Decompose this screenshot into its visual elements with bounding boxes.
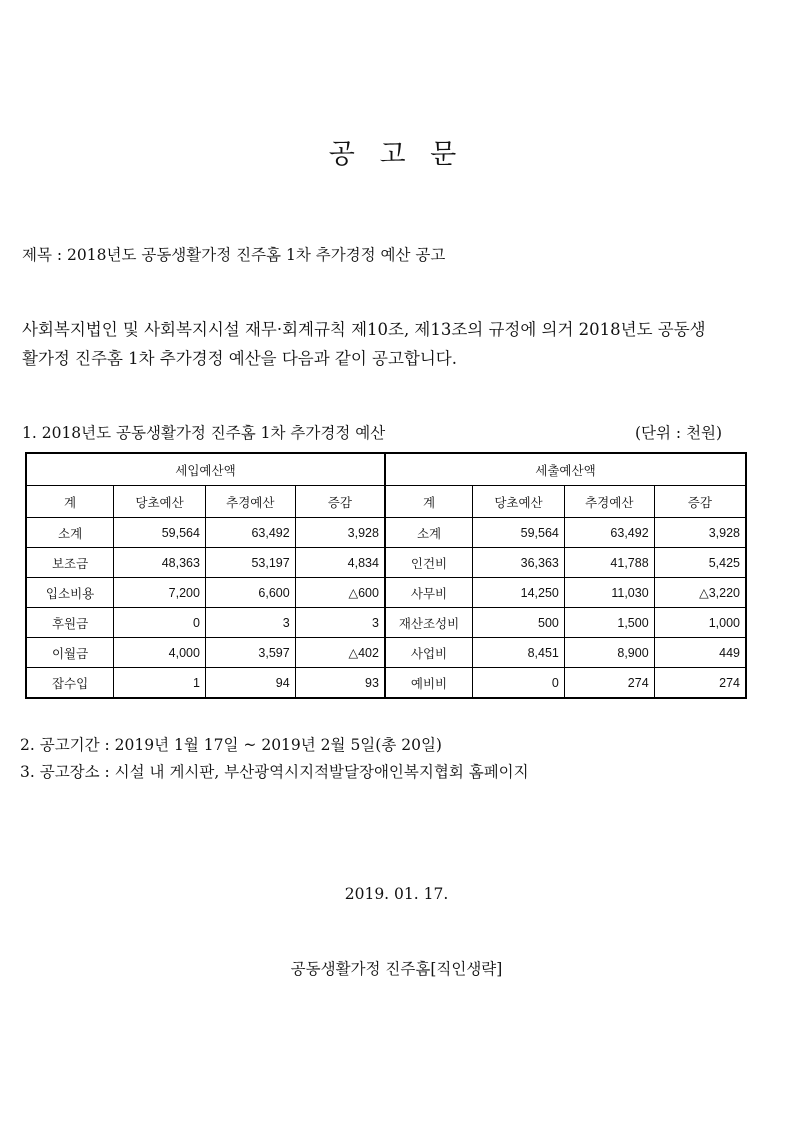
- amount-cell: 36,363: [473, 548, 565, 578]
- expense-header: 세출예산액: [385, 453, 746, 486]
- unit-label: (단위 : 천원): [635, 424, 723, 442]
- amount-cell: 449: [654, 638, 746, 668]
- amount-cell: 41,788: [564, 548, 654, 578]
- amount-cell: 3: [205, 608, 295, 638]
- row-label-cell: 이월금: [26, 638, 114, 668]
- amount-cell: 63,492: [564, 518, 654, 548]
- row-label-cell: 소계: [385, 518, 473, 548]
- amount-cell: 94: [205, 668, 295, 699]
- column-header: 당초예산: [114, 486, 206, 518]
- column-header: 추경예산: [564, 486, 654, 518]
- amount-cell: 4,000: [114, 638, 206, 668]
- row-label-cell: 사업비: [385, 638, 473, 668]
- amount-cell: 59,564: [114, 518, 206, 548]
- section-1-heading: 1. 2018년도 공동생활가정 진주홈 1차 추가경정 예산: [22, 424, 386, 442]
- body-line-2: 활가정 진주홈 1차 추가경정 예산을 다음과 같이 공고합니다.: [22, 349, 457, 368]
- column-header: 계: [26, 486, 114, 518]
- body-line-1: 사회복지법인 및 사회복지시설 재무·회계규칙 제10조, 제13조의 규정에 의거 2018년도 공동생: [22, 320, 706, 339]
- table-row: [26, 608, 746, 638]
- amount-cell: △3,220: [654, 578, 746, 608]
- row-label-cell: 보조금: [26, 548, 114, 578]
- amount-cell: 7,200: [114, 578, 206, 608]
- posting-place: 3. 공고장소 : 시설 내 게시판, 부산광역시지적발달장애인복지협회 홈페이지: [20, 763, 529, 781]
- row-label-cell: 잡수입: [26, 668, 114, 699]
- amount-cell: 3,597: [205, 638, 295, 668]
- table-row: [26, 638, 746, 668]
- row-label-cell: 인건비: [385, 548, 473, 578]
- row-label-cell: 예비비: [385, 668, 473, 699]
- amount-cell: 3,928: [654, 518, 746, 548]
- amount-cell: 5,425: [654, 548, 746, 578]
- amount-cell: 11,030: [564, 578, 654, 608]
- revenue-header: 세입예산액: [26, 453, 385, 486]
- amount-cell: 59,564: [473, 518, 565, 548]
- amount-cell: 0: [473, 668, 565, 699]
- amount-cell: 500: [473, 608, 565, 638]
- amount-cell: 1,500: [564, 608, 654, 638]
- table-column-header-row: [26, 486, 746, 518]
- amount-cell: 48,363: [114, 548, 206, 578]
- amount-cell: 1: [114, 668, 206, 699]
- amount-cell: 53,197: [205, 548, 295, 578]
- amount-cell: 3,928: [295, 518, 385, 548]
- table-group-header-row: [26, 453, 746, 486]
- issuer: 공동생활가정 진주홈[직인생략]: [290, 960, 503, 978]
- amount-cell: 93: [295, 668, 385, 699]
- column-header: 증감: [654, 486, 746, 518]
- amount-cell: 6,600: [205, 578, 295, 608]
- notice-date: 2019. 01. 17.: [344, 885, 449, 903]
- budget-table: [25, 452, 747, 699]
- page-title: 공 고 문: [328, 139, 465, 170]
- amount-cell: 3: [295, 608, 385, 638]
- posting-period: 2. 공고기간 : 2019년 1월 17일 ~ 2019년 2월 5일(총 20일): [20, 736, 442, 754]
- subject-line: 제목 : 2018년도 공동생활가정 진주홈 1차 추가경정 예산 공고: [22, 246, 446, 264]
- amount-cell: △402: [295, 638, 385, 668]
- amount-cell: 63,492: [205, 518, 295, 548]
- table-row: [26, 548, 746, 578]
- amount-cell: 274: [654, 668, 746, 699]
- table-row: [26, 518, 746, 548]
- amount-cell: 274: [564, 668, 654, 699]
- column-header: 증감: [295, 486, 385, 518]
- table-row: [26, 578, 746, 608]
- row-label-cell: 재산조성비: [385, 608, 473, 638]
- column-header: 당초예산: [473, 486, 565, 518]
- amount-cell: 8,900: [564, 638, 654, 668]
- amount-cell: 14,250: [473, 578, 565, 608]
- row-label-cell: 소계: [26, 518, 114, 548]
- row-label-cell: 입소비용: [26, 578, 114, 608]
- table-row: [26, 668, 746, 699]
- column-header: 계: [385, 486, 473, 518]
- row-label-cell: 사무비: [385, 578, 473, 608]
- amount-cell: 4,834: [295, 548, 385, 578]
- row-label-cell: 후원금: [26, 608, 114, 638]
- amount-cell: 1,000: [654, 608, 746, 638]
- column-header: 추경예산: [205, 486, 295, 518]
- amount-cell: 0: [114, 608, 206, 638]
- amount-cell: △600: [295, 578, 385, 608]
- amount-cell: 8,451: [473, 638, 565, 668]
